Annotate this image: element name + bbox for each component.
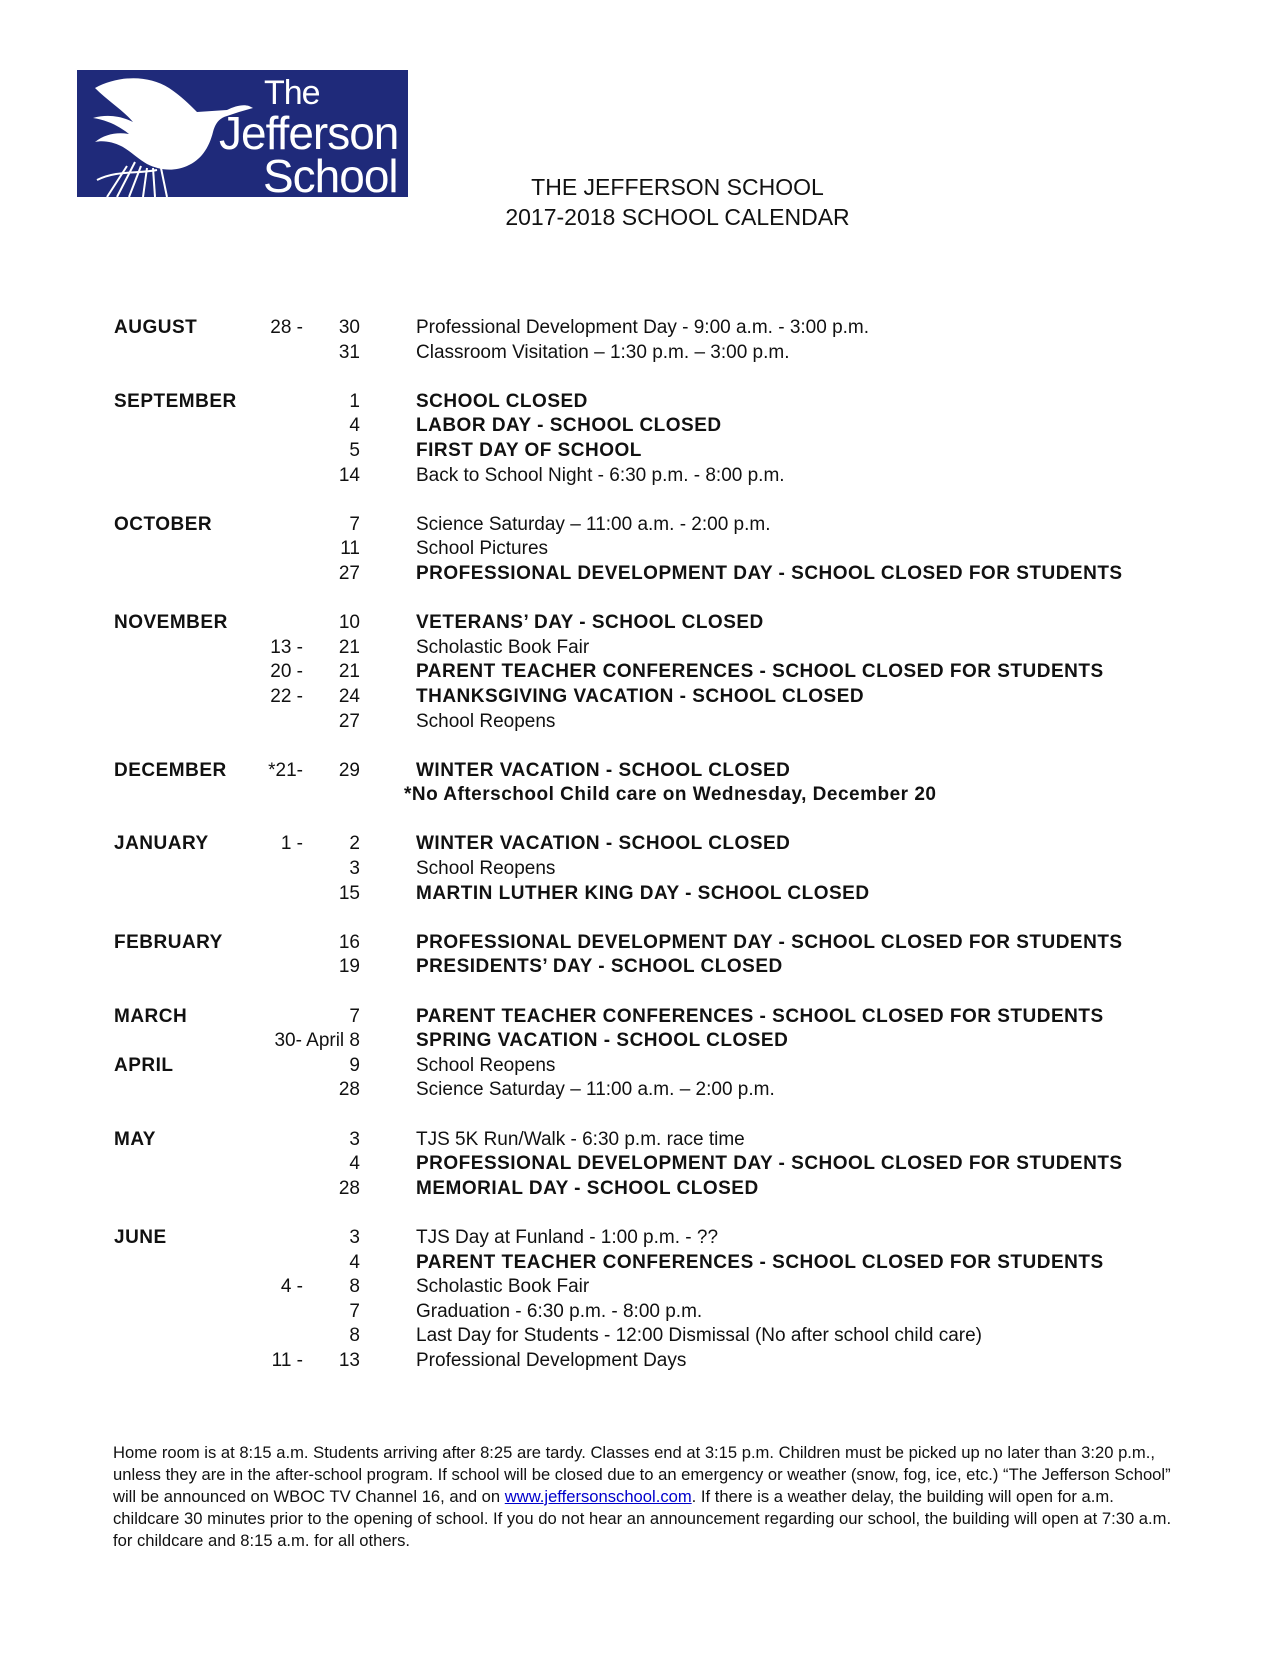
date-end: 10 xyxy=(338,612,360,634)
calendar-row xyxy=(0,1226,1275,1251)
event-text: Scholastic Book Fair xyxy=(416,1276,590,1298)
calendar-row xyxy=(0,783,1275,808)
date-end: 27 xyxy=(338,710,360,732)
month-label: OCTOBER xyxy=(114,513,213,535)
event-text: School Pictures xyxy=(416,538,549,560)
event-text: Last Day for Students - 12:00 Dismissal (No after school child care) xyxy=(416,1325,983,1347)
calendar-row xyxy=(0,832,1275,857)
event-text: PARENT TEACHER CONFERENCES - SCHOOL CLOSED FOR STUDENTS xyxy=(416,661,1104,683)
month-label: MARCH xyxy=(114,1005,188,1027)
date-end: 27 xyxy=(338,562,360,584)
logo-text-line2: Jefferson xyxy=(219,107,399,159)
calendar-row xyxy=(0,1029,1275,1054)
event-text: TJS 5K Run/Walk - 6:30 p.m. race time xyxy=(416,1128,745,1150)
date-end: 30 xyxy=(338,317,360,338)
logo-text-line1: The xyxy=(264,74,320,112)
month-label: SEPTEMBER xyxy=(114,390,237,412)
date-end: 30- April 8 xyxy=(274,1030,360,1052)
date-end: 15 xyxy=(338,882,360,904)
month-label: JANUARY xyxy=(114,833,209,855)
event-text: FIRST DAY OF SCHOOL xyxy=(416,439,642,461)
date-end: 1 xyxy=(349,390,360,412)
month-label: AUGUST xyxy=(114,317,198,338)
event-text: PROFESSIONAL DEVELOPMENT DAY - SCHOOL CLOSED FOR STUDENTS xyxy=(416,1153,1123,1175)
title-line2: 2017-2018 SCHOOL CALENDAR xyxy=(505,204,850,230)
event-text: Professional Development Days xyxy=(416,1349,687,1371)
footer-text: Home room is at 8:15 a.m. Students arriving after 8:25 are tardy. Classes end at 3:15 p.m. Children must be picked up no later than 3:20 p.m., unless they are in the after-school program. If school will be closed due to an emergency or weather (snow, fog, ice, etc.) “The Jefferson School” will be announced on WBOC TV Channel 16, and on xyxy=(113,1443,1171,1506)
event-text: Professional Development Day - 9:00 a.m. - 3:00 p.m. xyxy=(416,317,870,338)
date-start: 20 - xyxy=(270,661,303,683)
date-end: 16 xyxy=(338,931,360,953)
date-end: 7 xyxy=(349,1300,360,1322)
calendar-row xyxy=(0,390,1275,415)
event-text: PRESIDENTS’ DAY - SCHOOL CLOSED xyxy=(416,956,783,978)
page-title xyxy=(0,172,1275,232)
month-label: MAY xyxy=(114,1128,156,1150)
calendar-row xyxy=(0,1177,1275,1202)
calendar-row xyxy=(0,1300,1275,1325)
calendar-row xyxy=(0,537,1275,562)
calendar-row xyxy=(0,759,1275,784)
calendar-row xyxy=(0,931,1275,956)
logo-text-line3: School xyxy=(263,150,398,197)
calendar-row xyxy=(0,439,1275,464)
footer-text-continued: . If there is a weather delay, the building will open for a.m. childcare 30 minutes prior to the opening of school. If you do not hear an announcement regarding our school, the building will open at 7:30 a.m. for childcare and 8:15 a.m. for all others. xyxy=(113,1487,1172,1550)
event-text: LABOR DAY - SCHOOL CLOSED xyxy=(416,415,722,437)
date-end: 28 xyxy=(338,1079,360,1101)
calendar-row xyxy=(0,1275,1275,1300)
date-end: 13 xyxy=(338,1349,360,1371)
event-text: WINTER VACATION - SCHOOL CLOSED xyxy=(416,833,791,855)
event-text: Graduation - 6:30 p.m. - 8:00 p.m. xyxy=(416,1300,703,1322)
date-start: 4 - xyxy=(280,1276,303,1298)
event-text: SPRING VACATION - SCHOOL CLOSED xyxy=(416,1030,789,1052)
calendar-row xyxy=(0,464,1275,489)
calendar-row xyxy=(0,660,1275,685)
calendar-row xyxy=(0,1349,1275,1374)
calendar-row xyxy=(0,1128,1275,1153)
date-end: 3 xyxy=(349,858,360,880)
date-end: 28 xyxy=(338,1177,360,1199)
date-start: 28 - xyxy=(270,317,303,338)
date-start: 1 - xyxy=(280,833,303,855)
footer-notes xyxy=(113,1442,1173,1552)
date-end: 3 xyxy=(349,1226,360,1248)
date-end: 21 xyxy=(338,661,360,683)
event-text: Back to School Night - 6:30 p.m. - 8:00 p.m. xyxy=(416,464,785,486)
date-end: 19 xyxy=(338,956,360,978)
date-start: 22 - xyxy=(270,685,303,707)
event-text: Scholastic Book Fair xyxy=(416,636,590,658)
event-text: Science Saturday – 11:00 a.m. - 2:00 p.m. xyxy=(416,513,771,535)
calendar-row xyxy=(0,513,1275,538)
event-text: PROFESSIONAL DEVELOPMENT DAY - SCHOOL CLOSED FOR STUDENTS xyxy=(416,931,1123,953)
calendar-row xyxy=(0,636,1275,661)
date-end: 29 xyxy=(338,759,360,781)
date-end: 5 xyxy=(349,439,360,461)
month-label: NOVEMBER xyxy=(114,612,228,634)
date-end: 24 xyxy=(338,685,360,707)
date-start: 11 - xyxy=(271,1349,303,1371)
date-end: 11 xyxy=(340,538,360,560)
calendar-row xyxy=(0,611,1275,636)
date-end: 3 xyxy=(349,1128,360,1150)
date-end: 8 xyxy=(349,1325,360,1347)
date-end: 4 xyxy=(349,1251,360,1273)
date-end: 21 xyxy=(338,636,360,658)
calendar-row xyxy=(0,1251,1275,1276)
event-text: *No Afterschool Child care on Wednesday, December 20 xyxy=(404,784,937,806)
calendar-row xyxy=(0,341,1275,366)
website-link[interactable]: www.jeffersonschool.com xyxy=(504,1487,692,1506)
calendar-row xyxy=(0,710,1275,735)
event-text: PARENT TEACHER CONFERENCES - SCHOOL CLOSED FOR STUDENTS xyxy=(416,1251,1104,1273)
event-text: PROFESSIONAL DEVELOPMENT DAY - SCHOOL CLOSED FOR STUDENTS xyxy=(416,562,1123,584)
date-start: 13 - xyxy=(270,636,303,658)
month-label: APRIL xyxy=(114,1054,174,1076)
calendar-row xyxy=(0,882,1275,907)
calendar-row xyxy=(0,1152,1275,1177)
date-end: 8 xyxy=(349,1276,360,1298)
month-label: DECEMBER xyxy=(114,759,227,781)
event-text: Science Saturday – 11:00 a.m. – 2:00 p.m. xyxy=(416,1079,775,1101)
calendar-row xyxy=(0,1324,1275,1349)
date-end: 4 xyxy=(349,415,360,437)
calendar-row xyxy=(0,562,1275,587)
date-end: 4 xyxy=(349,1153,360,1175)
event-text: THANKSGIVING VACATION - SCHOOL CLOSED xyxy=(416,685,865,707)
event-text: SCHOOL CLOSED xyxy=(416,390,588,412)
calendar-row xyxy=(0,316,1275,341)
date-end: 31 xyxy=(338,341,360,363)
event-text: PARENT TEACHER CONFERENCES - SCHOOL CLOSED FOR STUDENTS xyxy=(416,1005,1104,1027)
calendar-row xyxy=(0,857,1275,882)
month-label: JUNE xyxy=(114,1226,167,1248)
date-end: 14 xyxy=(338,464,360,486)
month-label: FEBRUARY xyxy=(114,931,223,953)
event-text: MEMORIAL DAY - SCHOOL CLOSED xyxy=(416,1177,759,1199)
calendar-row xyxy=(0,1005,1275,1030)
event-text: School Reopens xyxy=(416,1054,556,1076)
date-end: 2 xyxy=(349,833,360,855)
event-text: MARTIN LUTHER KING DAY - SCHOOL CLOSED xyxy=(416,882,870,904)
event-text: VETERANS’ DAY - SCHOOL CLOSED xyxy=(416,612,764,634)
event-text: School Reopens xyxy=(416,710,556,732)
calendar-row xyxy=(0,1054,1275,1079)
event-text: WINTER VACATION - SCHOOL CLOSED xyxy=(416,759,791,781)
date-end: 9 xyxy=(349,1054,360,1076)
calendar-list xyxy=(0,316,1275,1374)
calendar-row xyxy=(0,685,1275,710)
event-text: Classroom Visitation – 1:30 p.m. – 3:00 p.m. xyxy=(416,341,790,363)
calendar-row xyxy=(0,955,1275,980)
event-text: TJS Day at Funland - 1:00 p.m. - ?? xyxy=(416,1226,719,1248)
date-end: 7 xyxy=(349,1005,360,1027)
calendar-row xyxy=(0,1078,1275,1103)
calendar-row xyxy=(0,414,1275,439)
date-end: 7 xyxy=(349,513,360,535)
date-start: *21- xyxy=(268,759,303,781)
title-line1: THE JEFFERSON SCHOOL xyxy=(531,174,824,200)
event-text: School Reopens xyxy=(416,858,556,880)
